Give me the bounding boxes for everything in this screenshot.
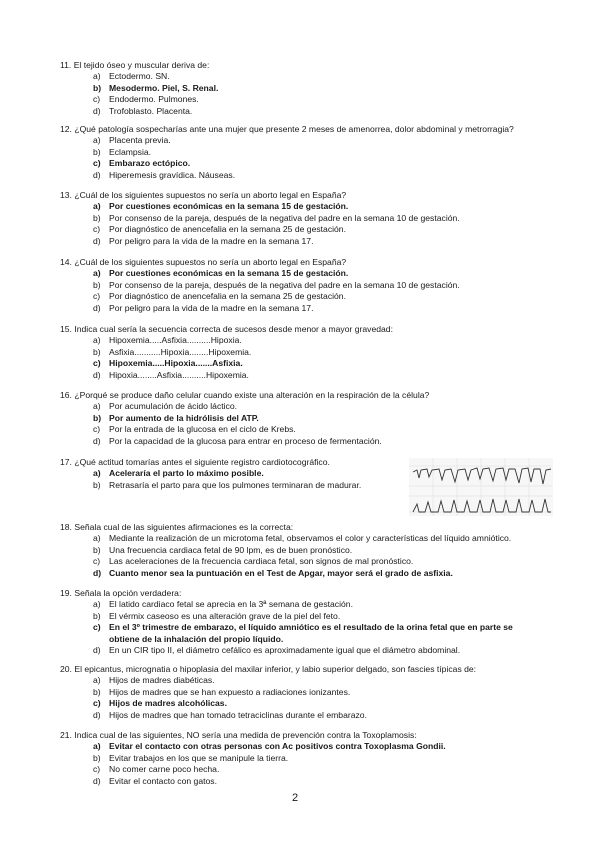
option-c: c) Por diagnóstico de anencefalia en la semana 25 de gestación. xyxy=(93,291,346,302)
option-a: a) El latido cardiaco fetal se aprecia en la 3ª semana de gestación. xyxy=(93,599,353,610)
option-b: b) Hijos de madres que se han expuesto a radiaciones ionizantes. xyxy=(93,686,351,697)
option-c-continuation: obtiene de la inhalación del propio líquido. xyxy=(109,633,284,644)
option-d: d) Hipoxia........Asfixia..........Hipoxemia. xyxy=(93,369,249,380)
option-b: b) El vérmix caseoso es una alteración grave de la piel del feto. xyxy=(93,610,341,621)
option-c: c) Por la entrada de la glucosa en el ciclo de Krebs. xyxy=(93,424,296,435)
option-c: c) Por diagnóstico de anencefalia en la semana 25 de gestación. xyxy=(93,224,346,235)
question-stem: 15. Indica cual sería la secuencia correcta de sucesos desde menor a mayor gravedad: xyxy=(60,324,393,334)
option-c-correct: c) Embarazo ectópico. xyxy=(93,158,191,169)
question-19 xyxy=(60,588,580,656)
option-b-correct: b) Mesodermo. Piel, S. Renal. xyxy=(93,82,219,93)
question-stem: 20. El epicantus, micrognatia o hipoplasia del maxilar inferior, y labio superior delgado, son fascies típicas de: xyxy=(60,664,477,674)
option-b-correct: b) Por aumento de la hidrólisis del ATP. xyxy=(93,412,259,423)
question-stem: 13. ¿Cuál de los siguientes supuestos no sería un aborto legal en España? xyxy=(60,190,347,200)
option-a: a) Hijos de madres diabéticas. xyxy=(93,675,215,686)
option-a-correct: a) Aceleraría el parto lo máximo posible. xyxy=(93,468,264,479)
question-15 xyxy=(60,324,580,381)
question-stem: 16. ¿Porqué se produce daño celular cuando existe una alteración en la respiración de la célula? xyxy=(60,390,430,400)
option-d-correct: d) Cuanto menor sea la puntuación en el Test de Apgar, mayor será el grado de asfixia. xyxy=(93,567,453,578)
option-b: b) Evitar trabajos en los que se manipule la tierra. xyxy=(93,752,289,763)
option-c-correct: c) Hijos de madres alcohólicas. xyxy=(93,698,227,709)
question-stem: 17. ¿Qué actitud tomarías antes el siguiente registro cardiotocográfico. xyxy=(60,457,330,467)
cardiotocographic-trace xyxy=(409,458,553,516)
option-c: c) No comer carne poco hecha. xyxy=(93,764,220,775)
option-b: b) Eclampsia. xyxy=(93,146,152,157)
option-b: b) Una frecuencia cardiaca fetal de 90 lpm, es de buen pronóstico. xyxy=(93,544,353,555)
question-stem: 19. Señala la opción verdadera: xyxy=(60,588,182,598)
option-c: c) Endodermo. Pulmones. xyxy=(93,94,199,105)
option-b: b) Asfixia...........Hipoxia........Hipoxemia. xyxy=(93,346,252,357)
option-d: d) Trofoblasto. Placenta. xyxy=(93,105,193,116)
question-stem: 18. Señala cual de las siguientes afirmaciones es la correcta: xyxy=(60,522,294,532)
question-16 xyxy=(60,390,580,447)
option-d: d) Hijos de madres que han tomado tetraciclinas durante el embarazo. xyxy=(93,709,367,720)
option-b: b) Por consenso de la pareja, después de la negativa del padre en la semana 10 de gestación. xyxy=(93,279,460,290)
page-number: 2 xyxy=(292,792,299,804)
option-a: a) Mediante la realización de un microtoma fetal, observamos el color y características del líquido amniótico. xyxy=(93,533,512,544)
option-c-correct: c) En el 3º trimestre de embarazo, el líquido amniótico es el resultado de la orina fetal que en parte se xyxy=(93,622,513,633)
option-a: a) Por acumulación de ácido láctico. xyxy=(93,401,238,412)
option-a-correct: a) Evitar el contacto con otras personas con Ac positivos contra Toxoplasma Gondii. xyxy=(93,741,446,752)
option-d: d) Por peligro para la vida de la madre en la semana 17. xyxy=(93,302,314,313)
question-stem: 21. Indica cual de las siguientes, NO sería una medida de prevención contra la Toxoplamosis: xyxy=(60,730,417,740)
option-d: d) Hiperemesis gravídica. Náuseas. xyxy=(93,169,236,180)
option-c: c) Las aceleraciones de la frecuencia cardiaca fetal, son signos de mal pronóstico. xyxy=(93,556,414,567)
option-d: d) Evitar el contacto con gatos. xyxy=(93,775,217,786)
option-b: b) Retrasaría el parto para que los pulmones terminaran de madurar. xyxy=(93,479,362,490)
question-14 xyxy=(60,257,580,314)
question-18 xyxy=(60,522,580,579)
option-a: a) Hipoxemia.....Asfixia..........Hipoxia. xyxy=(93,335,242,346)
question-12 xyxy=(60,124,580,181)
option-a: a) Placenta previa. xyxy=(93,135,171,146)
option-c-correct: c) Hipoxemia.....Hipoxia.......Asfixia. xyxy=(93,358,243,369)
option-d: d) Por peligro para la vida de la madre en la semana 17. xyxy=(93,235,314,246)
question-11 xyxy=(60,60,580,117)
option-d: d) En un CIR tipo II, el diámetro cefálico es aproximadamente igual que el diámetro abdominal. xyxy=(93,645,461,656)
question-20 xyxy=(60,664,580,721)
question-stem: 11. El tejido óseo y muscular deriva de: xyxy=(60,60,210,70)
option-a: a) Ectodermo. SN. xyxy=(93,71,170,82)
question-21 xyxy=(60,730,580,787)
option-a-correct: a) Por cuestiones económicas en la semana 15 de gestación. xyxy=(93,268,349,279)
question-stem: 14. ¿Cuál de los siguientes supuestos no sería un aborto legal en España? xyxy=(60,257,347,267)
option-d: d) Por la capacidad de la glucosa para entrar en proceso de fermentación. xyxy=(93,435,382,446)
option-a-correct: a) Por cuestiones económicas en la semana 15 de gestación. xyxy=(93,201,349,212)
question-13 xyxy=(60,190,580,247)
question-stem: 12. ¿Qué patología sospecharías ante una mujer que presente 2 meses de amenorrea, dolor abdominal y metrorragia? xyxy=(60,124,514,134)
option-b: b) Por consenso de la pareja, después de la negativa del padre en la semana 10 de gestación. xyxy=(93,212,460,223)
